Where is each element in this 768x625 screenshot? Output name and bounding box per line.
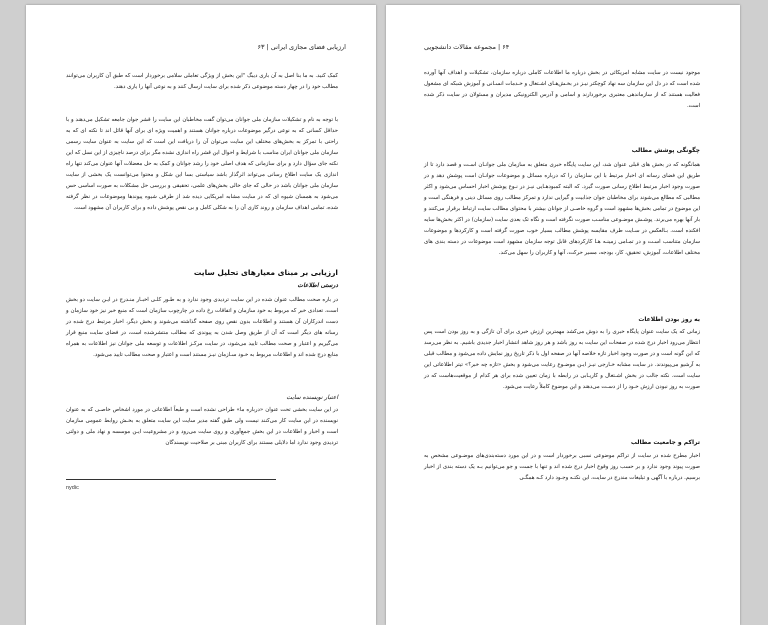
section-heading: ارزیابی بر مبنای معیارهای تحلیل سایت bbox=[193, 268, 338, 277]
section-heading: تراکم و جامعیت مطالب bbox=[630, 439, 700, 446]
left-page bbox=[26, 5, 376, 625]
section-heading: به روز بودن اطلاعات bbox=[638, 316, 700, 323]
right-page bbox=[386, 5, 740, 625]
subsection-heading: درستی اطلاعات bbox=[297, 282, 338, 289]
paragraph: موجود نیست در سایت مشابه امریکائی در بخش درباره ما اطلاعات کاملی درباره سازمان، تشکیلات و اهداف آنها آورده شده است که در دل این سازمان سه نهاد کوچکتر نیـز در بخـش‌هـای اشـتغال و خـدمات انسـانی و آموزش شبکه ای مشغول فعالیت هستند که از سازماندهی معتبری برخوردارند و اسامی و آدرس الکترونیکی مدیران و مسئولان در سایت ذکر شده است. bbox=[424, 70, 700, 109]
section-heading: چگونگی پوشش مطالب bbox=[631, 147, 700, 154]
paragraph: با توجه به نام و تشکیلات سازمان ملی جوانان می‌توان گفت مخاطبان این سایت را قشر جوان جامعه تشکیل می‌دهند و با حداقل کسانی که به نوعی درگیر موضوعات درباره جوانان هستند و اهمیت ویژه ای برای آنها قائل اند تا نکته ای که به راحتی با تمرکز به بخش‌های مختلف این سایت می‌توان آن را دریافت این است که این سایت به عنوان سایت رسمی سازمان ملی جوانان ایران مناسب با شرایط و احوال این قشر راه اندازی نشده مگر برای درصد ناچیزی از این نسل که این نکته جای سؤال دارد و برای سازمانی که هدف اصلی خود را رشد جوانان و کمک به حل معضلات آنها عنوان می‌کند تنها راه اندازی یک سایت اطلاع رسانی می‌تواند اثرگذار باشد سیاستی بسا این شکل و محتوا می‌توانست یک بخشی از سایت سازمان ملی جوانان باشد در حالی که جای خالی بخش‌های علمی، تحقیقی و بررسی حل مشکلات به صورت اساسی حس می‌شود به همسان شیوه ای که در سایت مشابه امریکایی دیده شد از طرفی شیوه پیوندها وموضوعات در نظر گرفته شده، تمامی اهداف سازمان و روند کاری آن را به شکلی کامل و بی نقص پوشش داده و برای کاربران آن مشهود است. bbox=[66, 117, 338, 211]
paragraph: همانگونه که در بخش های قبلی عنوان شد، این سایت پایگاه خبری متعلق به سازمان ملی جوانـان اسـت و قصد دارد تا از طریق این فضای رسانه ای اخبار مرتبط با این سازمان را که درباره مسائل و موضوعات جوانـان است پوشش دهد و در صورت وجود اخبار مرتبط اطلاع رسانی صورت گیرد. که البته کمبودهـایی نیـز در نـوع پوشش اخبار احساس می‌شود و اکثر مطالبی که مطالع می‌شوند برای مخاطبان جوان جذابیت و گیرایی ندارد و تمرکز مطالب روی مسائل دینی و فرهنگی است و این موضوع در تمامی بخش‌ها مشهود است و گروه خاصـی از جوانان بیشتر با محتوای مطالب سایت ارتباط برقرار می‌کنند و بار آنها بهره می‌برند. پوشـش موضـوعی مناسـب صورت نگرفته است و نگاه تک بعدی سایت (سازمان) در اکثر بخش‌ها سایه افکنده است. بـالعکس در سـایت طرف مقایسه پوشش مطالب بسیار خوب صورت گرفته است و کارکردها و موضوعات سازمان متناسب اسـت و در تمـامی زمینـه هـا کارکردهای قابل توجه سازمان مشهود است موضوعات در دسته بندی های مختلف اطلاعات، آموزش، تحقیق، کار، بودجه، مسیر حرکت، آنها و کاربران را سهل می‌کند. bbox=[424, 162, 700, 256]
footnote-rule bbox=[66, 479, 276, 480]
paragraph: اخبار مطرح شده در سایت از تراکم موضوعی نسبی برخوردار است و در این مورد دسته‌بندی‌های موضـوعی مشخص به صورت پیوند وجود ندارد و بر حسب روز وقوع اخبار درج شده اند و تنها با جست و جو می‌توانیم بـه یک دسته بندی از اخبار برسیم. درباره با آگهی و تبلیغات مندرج در سایت، این نکتـه وجـود دارد کـه همگـی bbox=[424, 453, 700, 481]
paragraph: در باره صحت مطالب عنوان شده در این سایت تردیدی وجود ندارد و به طـور کلـی اخبـار منـدرج در ایـن سایت دو بخش است، تعدادی خبر که مربوط به خود سازمان و اتفاقات رخ داده در چارچوب سازمان است که منبع خبر نیز خود سازمان و دست اندرکاران آن هستند و اطلاعات بدون نقص روی صفحه گذاشته می‌شوند و بخش دیگر، اخبار مرتبط درج شده در رسانه های دیگر است که آن از طریق وصل شدن به پیوندی که مطالب منتشرشده است، در فضای سایت منبع قرار می‌گیریم و اعتبار و صحت مطالب تایید می‌شود، در سایت مرکـز اطلاعات و توسعه ملی جوانان نیز اطلاعات به همراه منابع درج شده اند و اطلاعات مربوط به خـود سـازمان نیـز مستند است و اعتبار و صحت مطالب تایید می‌شود. bbox=[66, 297, 338, 358]
paragraph: کمک کنید. به ما بنا اصل به آن باری دیبگ "این بخش از ویژگی تعاملی سلامی برخوردار است که طبق آن کاربران می‌توانند مطالب خود را در چهار دسته موضوعی ذکر شده برای سایت ارسال کنند و به نوعی آنها را یاری دهند. bbox=[66, 73, 338, 90]
subsection-heading: اعتبار نویسنده سایت bbox=[286, 394, 338, 401]
page-header: ارزیابی فضای مجازی ایرانی | ۶۳ bbox=[257, 43, 346, 51]
paragraph: زمانی که یک سایت عنوان پایگاه خبری را به دوش می‌کشد مهمترین ارزش خبری برای آن تازگی و به روز بودن است پس انتظار می‌رود اخبار درج شده در صفحات این سایت به روز باشد و هر روز شاهد انتشار اخبار جدیدی باشیم. به نظر می‌رسد که این گونه است و در صورت وجود اخبار تازه خلاصه آنها در صفحه اول با ذکر تاریخ روز نمایش داده می‌شود و مطالب قبلی به آرشیو می‌پیوندند. در سایت مشابه خـارجی نیـز ایـن موضـوع رعایت می‌شود و بخش «تازه چه خبر؟» تیتر اطلاعاتی این سایت است. نکته جالب در بخش اشـتغال و کاریـابی در رابطه با زمان تعیین شده برای هر کدام از موقعیت‌هاست که در صورت به روز نبودن ارزش خـود را از دسـت می‌دهند و این موضوع کاملاً رعایت می‌شود. bbox=[424, 329, 700, 390]
footer-mark: nydic bbox=[66, 485, 79, 491]
page-header: ۶۴ | مجموعه مقالات دانشجویی bbox=[424, 43, 510, 51]
paragraph: در این سایت بخشی تحت عنوان «درباره ما» طراحی نشده است و طبعاً اطلاعاتی در مورد اشخاص خاصـی که به عنوان نویسنده در این سایت کار می‌کنند نیست ولی طبق گفته مدیر سایت این سایت متعلق به بخـش روابط عمومی سازمان است و اخبار و اطلاعات در این بخش جمع‌آوری و روی سایت می‌رود و در مشروعیت ایـن موسسه و نهاد ملی و دولتی تردیدی وجود ندارد اما دلایلی مستند برای کاربران مبنی بر صلاحیت نویسندگان bbox=[66, 407, 338, 446]
